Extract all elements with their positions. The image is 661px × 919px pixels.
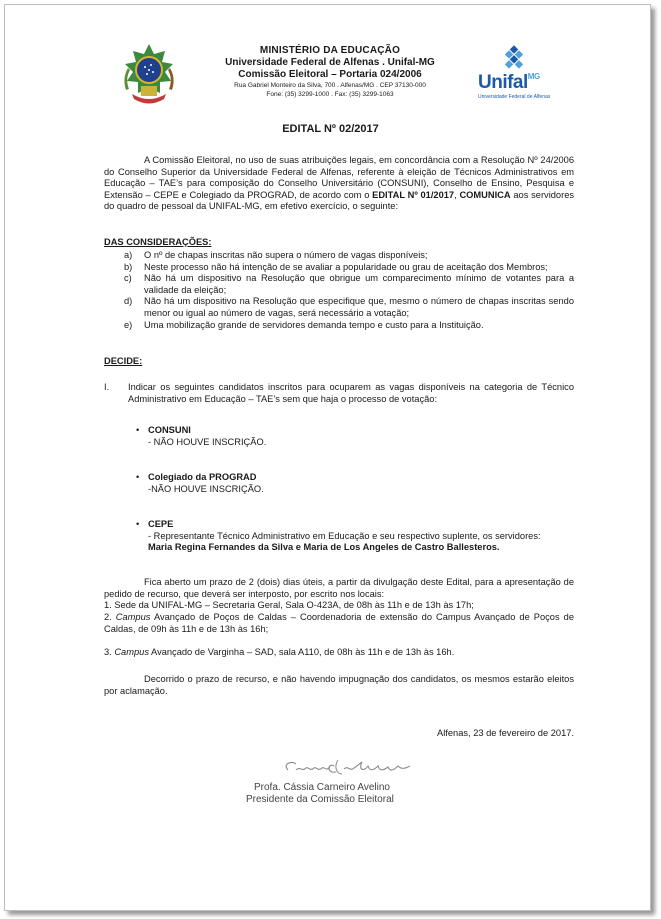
list-item-text: Não há um dispositivo na Resolução que especifique que, mesmo o número de chapas inscritas sendo menor ou igual ao número de vagas, será necessário a votação; [144, 296, 574, 318]
campus-word: Campus [115, 612, 151, 622]
consideracoes-list [104, 250, 574, 331]
recurso-location-1: 1. Sede da UNIFAL-MG – Secretaria Geral, Sala O-423A, de 08h às 11h e de 13h às 17h; [104, 600, 474, 610]
recurso-paragraph: Fica aberto um prazo de 2 (dois) dias úteis, a partir da divulgação deste Edital, para a apresentação de pedido de recurso, que deverá ser interposto, por escrito nos locais: [104, 577, 574, 599]
bullet-title: CONSUNI [148, 425, 191, 435]
list-item-text: O nº de chapas inscritas não supera o número de vagas disponíveis; [144, 250, 428, 260]
closing-paragraph: Decorrido o prazo de recurso, e não havendo impugnação dos candidatos, os mesmos estarão eleitos por aclamação. [104, 674, 574, 696]
list-item-text: Não há um dispositivo na Resolução que obrigue um comparecimento mínimo de votantes para a validade da eleição; [144, 273, 574, 295]
bullet-consuni [136, 425, 267, 448]
signatory-name: Profa. Cássia Carneiro Avelino [254, 782, 390, 793]
logo-caption: Universidade Federal de Alfenas [478, 94, 551, 100]
decide-list [104, 382, 574, 405]
logo-suffix: MG [527, 72, 540, 81]
list-item [104, 262, 574, 274]
list-item [104, 296, 574, 319]
recurso-location-3 [104, 647, 574, 659]
list-item [104, 320, 574, 332]
list-marker: b) [124, 261, 133, 272]
signatory [232, 782, 432, 806]
list-item [104, 382, 574, 405]
document-title: EDITAL Nº 02/2017 [282, 123, 379, 135]
consideracoes-heading: DAS CONSIDERAÇÕES: [104, 237, 212, 247]
decide-heading: DECIDE: [104, 356, 143, 366]
bullet-icon: • [136, 472, 140, 482]
commission-heading: Comissão Eleitoral – Portaria 024/2006 [238, 69, 422, 80]
intro-text-end: aos servidores do quadro de pessoal da UNIFAL-MG, em efetivo exercício, o seguinte: [104, 189, 575, 212]
bullet-cepe [136, 519, 578, 554]
bullet-title: Colegiado da PROGRAD [148, 472, 257, 482]
bullet-line: - Representante Técnico Administrativo em Educação e seu respectivo suplente, os servidores: [148, 530, 541, 541]
list-item-text: Uma mobilização grande de servidores demanda tempo e custo para a Instituição. [144, 319, 484, 330]
signatory-role: Presidente da Comissão Eleitoral [246, 794, 394, 805]
ministry-heading: MINISTÉRIO DA EDUCAÇÃO [259, 45, 401, 56]
intro-text: A Comissão Eleitoral, no uso de suas atribuições legais, em concordância com a Resolução Nº 24/2006 do Conselho Superior da Universidade Federal de Alfenas, referente à eleição de Técnicos Administrativos em Educação – TAE’s para composição do Conselho Universitário (CONSUNI), Conselho de Ensino, Pesquisa e Extensão – CEPE e Colegiado da PROGRAD, de acordo com o [104, 155, 574, 200]
bullet-line: - NÃO HOUVE INSCRIÇÃO. [148, 436, 267, 447]
comunica-word: COMUNICA [459, 189, 511, 200]
location-number: 3. [104, 647, 115, 657]
address-line: Rua Gabriel Monteiro da Silva, 700 . Alfenas/MG . CEP 37130-000 [234, 82, 426, 89]
handwritten-signature [278, 756, 438, 782]
list-item-text: Neste processo não há intenção de se avaliar a popularidade ou grau de aceitação dos Membros; [144, 261, 548, 272]
bullet-icon: • [136, 425, 140, 435]
list-marker: d) [124, 296, 133, 307]
list-marker: e) [124, 319, 133, 330]
unifal-logo [476, 44, 560, 108]
bullet-prograd [136, 472, 264, 495]
logo-text: Unifal [478, 72, 528, 93]
intro-comma: , [454, 189, 460, 200]
list-item-text: Indicar os seguintes candidatos inscritos para ocuparem as vagas disponíveis na categoria de Técnico Administrativo em Educação – TAE’s sem que haja o processo de votação: [128, 382, 574, 404]
campus-word: Campus [114, 647, 149, 657]
list-marker: c) [124, 273, 132, 284]
list-marker: a) [124, 250, 133, 260]
bullet-icon: • [136, 519, 140, 529]
bullet-title: CEPE [148, 519, 174, 529]
list-marker: I. [104, 382, 110, 392]
list-item [104, 250, 574, 262]
cepe-names: Maria Regina Fernandes da Silva e Maria de Los Angeles de Castro Ballesteros. [148, 542, 500, 553]
phone-line: Fone: (35) 3299-1000 . Fax: (35) 3299-1063 [266, 91, 394, 98]
list-item [104, 273, 574, 296]
unifal-logo-mark-icon [476, 44, 560, 74]
edital-reference: EDITAL Nº 01/2017 [372, 189, 455, 200]
location-text: Avançado de Varginha – SAD, sala A110, de 08h às 11h e de 13h às 16h. [148, 647, 455, 657]
intro-paragraph [104, 155, 574, 213]
bullet-line: -NÃO HOUVE INSCRIÇÃO. [148, 483, 264, 494]
location-text: Avançado de Poços de Caldas – Coordenadoria de extensão do Campus Avançado de Poços de Caldas, de 09h às 11h e de 13h às 16h; [104, 612, 574, 634]
recurso-location-2 [104, 612, 574, 635]
university-heading: Universidade Federal de Alfenas . Unifal-MG [225, 57, 435, 68]
location-number: 2. [104, 612, 116, 622]
brazil-coat-of-arms-icon [118, 42, 180, 110]
date-place: Alfenas, 23 de fevereiro de 2017. [437, 728, 574, 738]
